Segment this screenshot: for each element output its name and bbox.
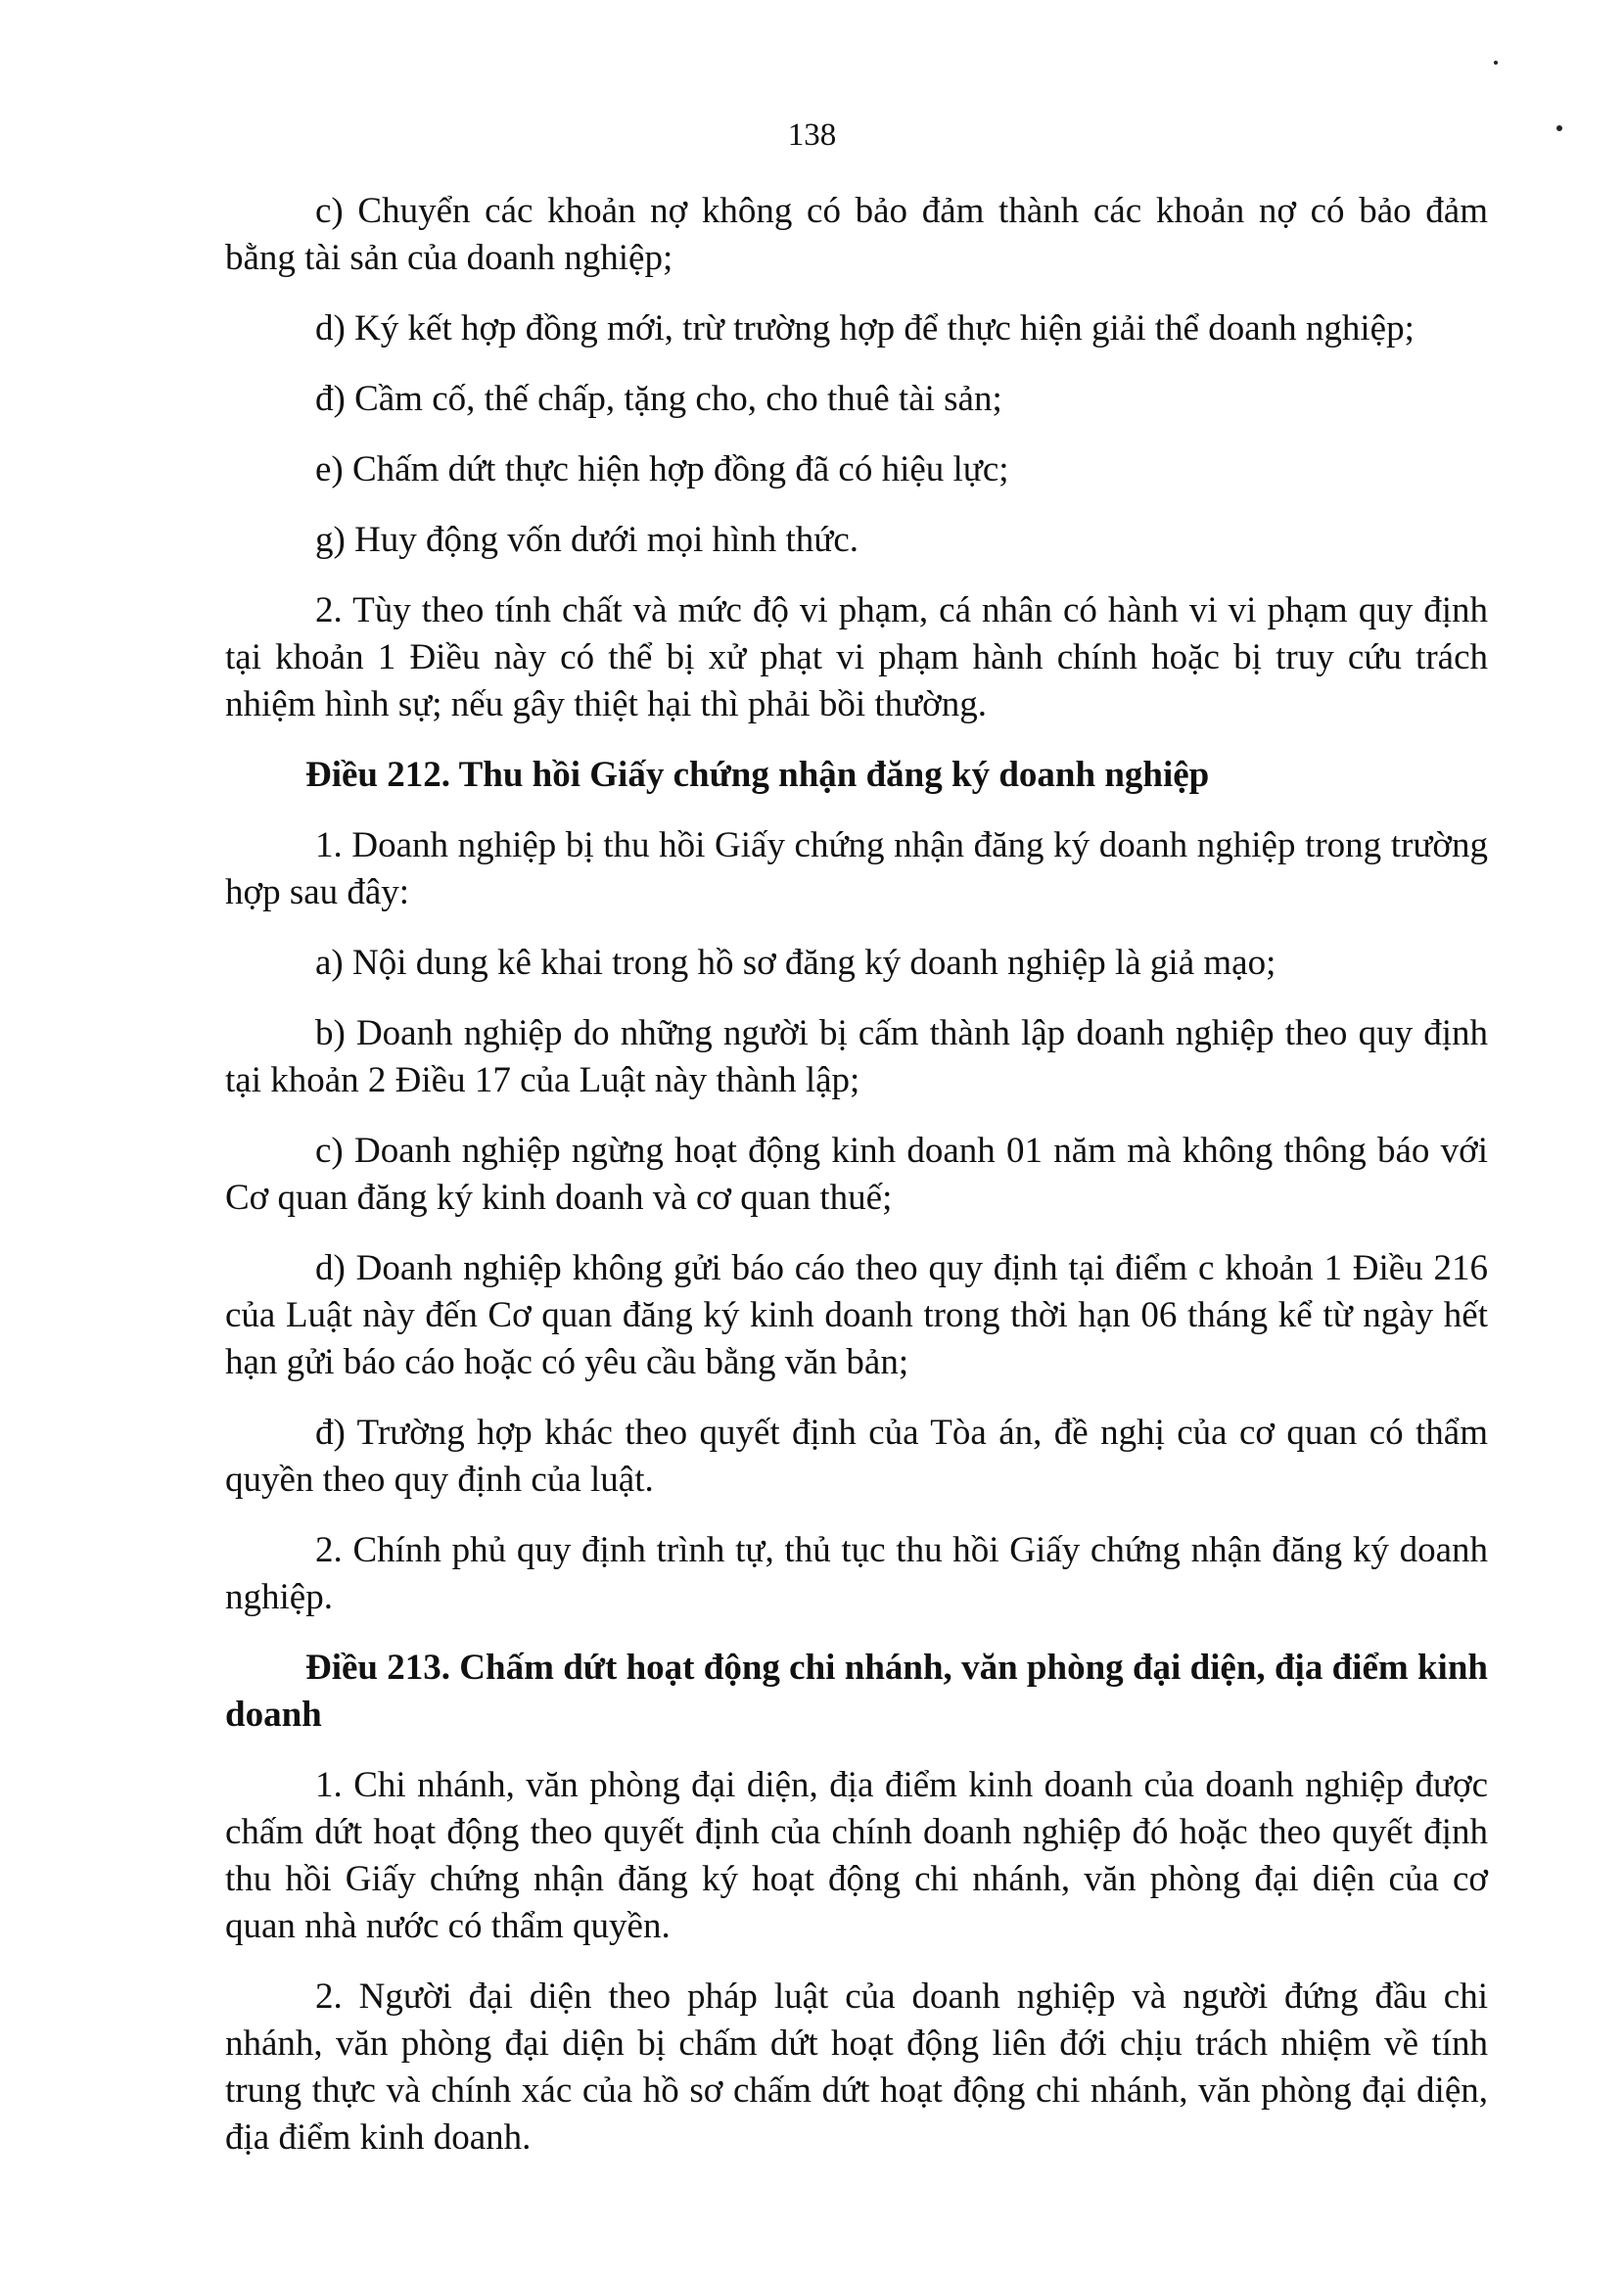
article-213-heading: Điều 213. Chấm dứt hoạt động chi nhánh, văn phòng đại diện, địa điểm kinh doanh <box>225 1648 1488 1735</box>
clause-dd-pledge-assets: đ) Cầm cố, thế chấp, tặng cho, cho thuê tài sản; <box>315 379 1002 419</box>
article-212-clause-a: a) Nội dung kê khai trong hồ sơ đăng ký doanh nghiệp là giả mạo; <box>315 943 1276 983</box>
article-212-heading: Điều 212. Thu hồi Giấy chứng nhận đăng ký doanh nghiệp <box>305 755 1210 795</box>
article-212-paragraph-1: 1. Doanh nghiệp bị thu hồi Giấy chứng nhận đăng ký doanh nghiệp trong trường hợp sau đây: <box>225 825 1488 912</box>
article-212-clause-d: d) Doanh nghiệp không gửi báo cáo theo quy định tại điểm c khoản 1 Điều 216 của Luật này đến Cơ quan đăng ký kinh doanh trong thời hạn 06 tháng kể từ ngày hết hạn gửi báo cáo hoặc có yêu cầu bằng văn bản; <box>225 1248 1488 1382</box>
document-body <box>225 188 1488 2185</box>
article-213-paragraph-1: 1. Chi nhánh, văn phòng đại diện, địa điểm kinh doanh của doanh nghiệp được chấm dứt hoạt động theo quyết định của chính doanh nghiệp đó hoặc theo quyết định thu hồi Giấy chứng nhận đăng ký hoạt động chi nhánh, văn phòng đại diện của cơ quan nhà nước có thẩm quyền. <box>225 1765 1488 1946</box>
page-number: 138 <box>787 117 837 153</box>
paragraph-2-penalties: 2. Tùy theo tính chất và mức độ vi phạm, cá nhân có hành vi vi phạm quy định tại khoản 1 Điều này có thể bị xử phạt vi phạm hành chính hoặc bị truy cứu trách nhiệm hình sự; nếu gây thiệt hại thì phải bồi thường. <box>225 590 1488 724</box>
article-212-clause-b: b) Doanh nghiệp do những người bị cấm thành lập doanh nghiệp theo quy định tại khoản 2 Điều 17 của Luật này thành lập; <box>225 1013 1488 1100</box>
article-212-clause-dd: đ) Trường hợp khác theo quyết định của Tòa án, đề nghị của cơ quan có thẩm quyền theo quy định của luật. <box>225 1413 1488 1500</box>
clause-g-raise-capital: g) Huy động vốn dưới mọi hình thức. <box>315 520 859 560</box>
clause-c-convert-debts: c) Chuyển các khoản nợ không có bảo đảm thành các khoản nợ có bảo đảm bằng tài sản của doanh nghiệp; <box>225 191 1488 278</box>
clause-d-sign-contracts: d) Ký kết hợp đồng mới, trừ trường hợp để thực hiện giải thể doanh nghiệp; <box>315 308 1415 349</box>
clause-e-terminate-contracts: e) Chấm dứt thực hiện hợp đồng đã có hiệu lực; <box>315 449 1009 489</box>
article-212-paragraph-2: 2. Chính phủ quy định trình tự, thủ tục thu hồi Giấy chứng nhận đăng ký doanh nghiệp. <box>225 1530 1488 1617</box>
scan-speck-mark <box>1556 125 1562 131</box>
article-213-paragraph-2: 2. Người đại diện theo pháp luật của doanh nghiệp và người đứng đầu chi nhánh, văn phòng đại diện bị chấm dứt hoạt động liên đới chịu trách nhiệm về tính trung thực và chính xác của hồ sơ chấm dứt hoạt động chi nhánh, văn phòng đại diện, địa điểm kinh doanh. <box>225 1977 1488 2158</box>
article-212-clause-c: c) Doanh nghiệp ngừng hoạt động kinh doanh 01 năm mà không thông báo với Cơ quan đăng ký kinh doanh và cơ quan thuế; <box>225 1131 1488 1218</box>
scan-speck-mark <box>1494 61 1498 65</box>
